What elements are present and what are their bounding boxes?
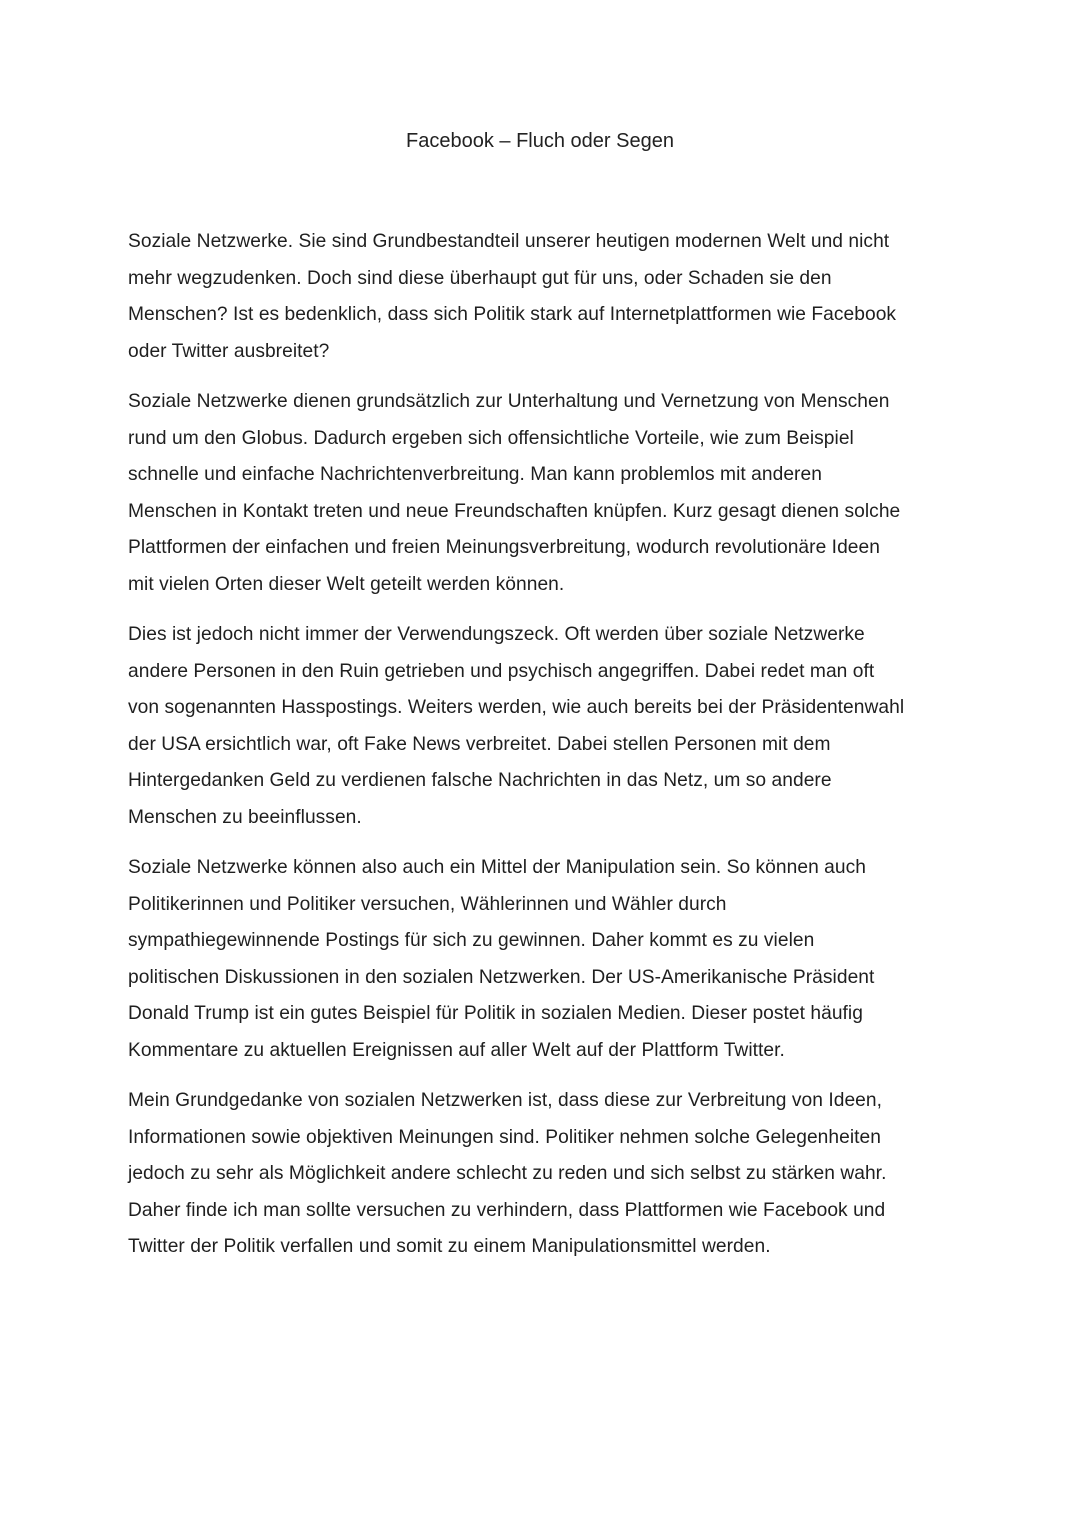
text-line: Daher finde ich man sollte versuchen zu verhindern, dass Plattformen wie Facebook und	[128, 1199, 886, 1221]
text-line: Hintergedanken Geld zu verdienen falsche Nachrichten in das Netz, um so andere	[128, 770, 832, 791]
text-line: Twitter der Politik verfallen und somit zu einem Manipulationsmittel werden.	[128, 1236, 771, 1257]
text-line: mehr wegzudenken. Doch sind diese überhaupt gut für uns, oder Schaden sie den	[128, 267, 832, 289]
document-title: Facebook – Fluch oder Segen	[406, 130, 674, 152]
text-line: Donald Trump ist ein gutes Beispiel für Politik in sozialen Medien. Dieser postet häufig	[128, 1003, 863, 1024]
text-line: Soziale Netzwerke dienen grundsätzlich zur Unterhaltung und Vernetzung von Menschen	[128, 391, 890, 412]
paragraph-advantages	[128, 384, 964, 603]
text-line: von sogenannten Hasspostings. Weiters werden, wie auch bereits bei der Präsidentenwahl	[128, 697, 905, 718]
text-line: Menschen? Ist es bedenklich, dass sich Politik stark auf Internetplattformen wie Facebook	[128, 304, 897, 325]
paragraph-manipulation	[128, 850, 964, 1069]
text-line: Informationen sowie objektiven Meinungen sind. Politiker nehmen solche Gelegenheiten	[128, 1126, 881, 1148]
text-line: oder Twitter ausbreitet?	[128, 340, 330, 362]
text-line: Soziale Netzwerke. Sie sind Grundbestandteil unserer heutigen modernen Welt und nicht	[128, 231, 890, 252]
text-line: politischen Diskussionen in den sozialen Netzwerken. Der US-Amerikanische Präsident	[128, 966, 875, 988]
paragraph-conclusion	[128, 1083, 964, 1266]
paragraph-intro	[128, 224, 964, 370]
paragraph-disadvantages	[128, 617, 964, 836]
text-line: Politikerinnen und Politiker versuchen, Wählerinnen und Wähler durch	[128, 893, 727, 915]
text-line: rund um den Globus. Dadurch ergeben sich offensichtliche Vorteile, wie zum Beispiel	[128, 427, 854, 449]
text-line: der USA ersichtlich war, oft Fake News verbreitet. Dabei stellen Personen mit dem	[128, 733, 831, 755]
document-body	[128, 224, 964, 1280]
text-line: jedoch zu sehr als Möglichkeit andere schlecht zu reden und sich selbst zu stärken wahr.	[128, 1163, 887, 1184]
text-line: sympathiegewinnende Postings für sich zu gewinnen. Daher kommt es zu vielen	[128, 930, 815, 951]
text-line: Mein Grundgedanke von sozialen Netzwerken ist, dass diese zur Verbreitung von Ideen,	[128, 1090, 883, 1111]
text-line: Menschen zu beeinflussen.	[128, 806, 362, 828]
text-line: schnelle und einfache Nachrichtenverbreitung. Man kann problemlos mit anderen	[128, 464, 822, 485]
text-line: Plattformen der einfachen und freien Meinungsverbreitung, wodurch revolutionäre Ideen	[128, 537, 880, 558]
text-line: Kommentare zu aktuellen Ereignissen auf aller Welt auf der Plattform Twitter.	[128, 1039, 785, 1061]
text-line: Dies ist jedoch nicht immer der Verwendungszeck. Oft werden über soziale Netzwerke	[128, 624, 865, 645]
text-line: andere Personen in den Ruin getrieben und psychisch angegriffen. Dabei redet man oft	[128, 660, 875, 682]
text-line: Soziale Netzwerke können also auch ein Mittel der Manipulation sein. So können auch	[128, 857, 866, 878]
text-line: mit vielen Orten dieser Welt geteilt werden können.	[128, 573, 565, 595]
text-line: Menschen in Kontakt treten und neue Freundschaften knüpfen. Kurz gesagt dienen solche	[128, 500, 901, 522]
